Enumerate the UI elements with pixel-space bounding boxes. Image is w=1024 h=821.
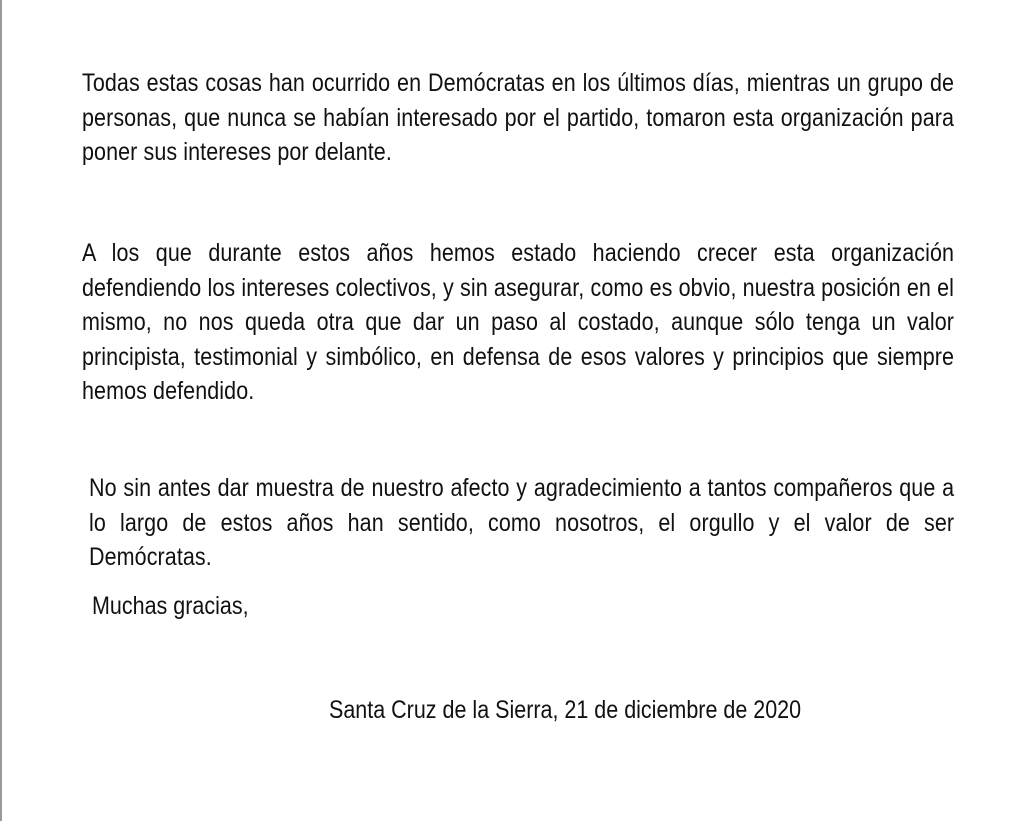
closing-salutation: Muchas gracias, [92,592,249,620]
place-and-date: Santa Cruz de la Sierra, 21 de diciembre de 2020 [329,696,802,724]
page-left-edge [0,0,2,821]
paragraph-3: No sin antes dar muestra de nuestro afecto y agradecimiento a tantos compañeros que a lo largo de estos años han sentido, como nosotros, el orgullo y el valor de ser Demócratas. [89,474,955,571]
paragraph-1: Todas estas cosas han ocurrido en Demócratas en los últimos días, mientras un grupo de personas, que nunca se habían interesado por el partido, tomaron esta organización para poner sus intereses por delante. [82,69,955,166]
paragraph-2: A los que durante estos años hemos estado haciendo crecer esta organización defendiendo los intereses colectivos, y sin asegurar, como es obvio, nuestra posición en el mismo, no nos queda otra que dar un paso al costado, aunque sólo tenga un valor principista, testimonial y simbólico, en defensa de esos valores y principios que siempre hemos defendido. [82,239,955,405]
